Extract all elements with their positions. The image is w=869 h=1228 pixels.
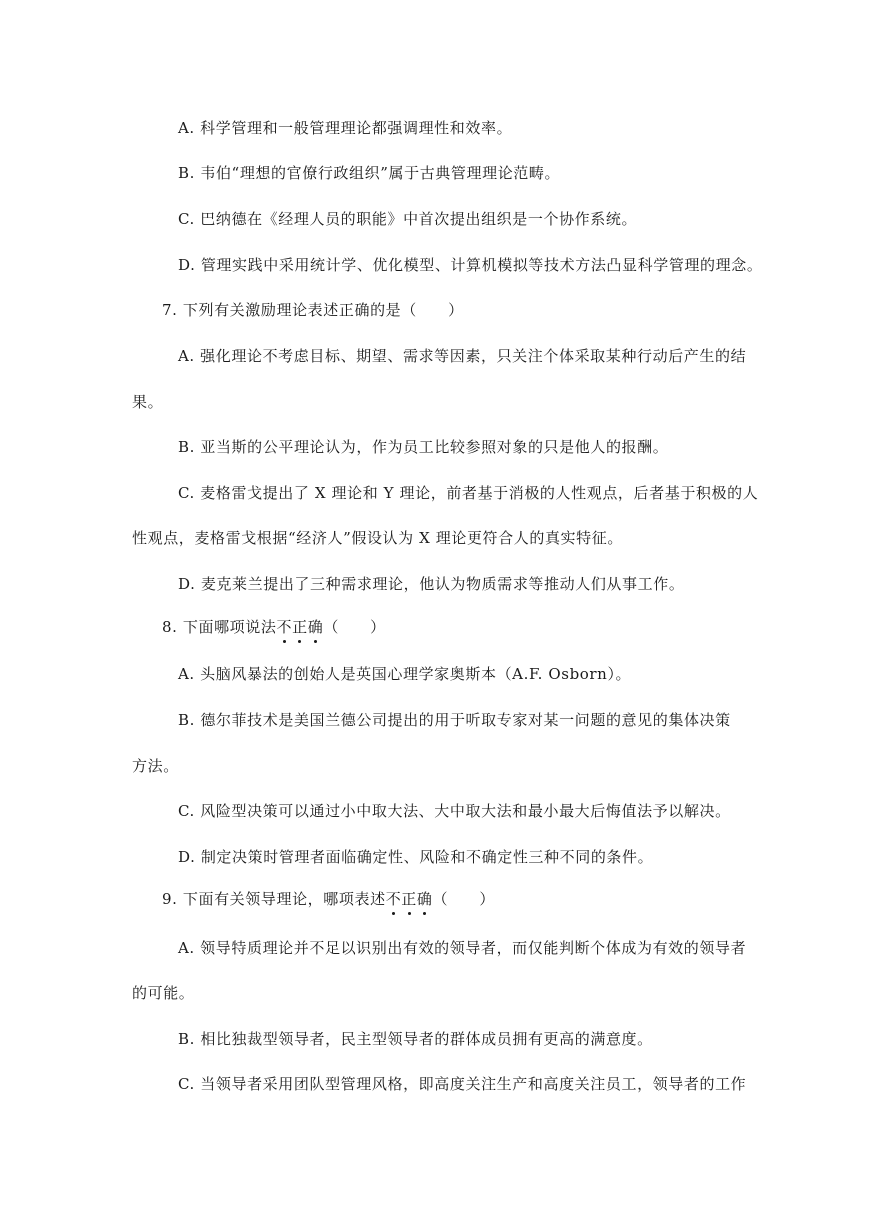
emphasis-char: 不 [385,890,402,908]
answer-blank: （ ） [323,618,386,636]
option-7a-line2: 果。 [132,393,164,411]
emphasis-char: 正 [401,890,417,908]
option-8c: C. 风险型决策可以通过小中取大法、大中取大法和最小最大后悔值法予以解决。 [178,802,731,820]
answer-blank: （ ） [432,890,495,908]
option-8b-line2: 方法。 [132,757,179,775]
option-6c: C. 巴纳德在《经理人员的职能》中首次提出组织是一个协作系统。 [178,210,638,228]
question-8 [162,617,386,637]
option-9a-line2: 的可能。 [132,984,195,1002]
option-7a-line1: A. 强化理论不考虑目标、期望、需求等因素，只关注个体采取某种行动后产生的结 [178,347,747,365]
question-8-text: 8. 下面哪项说法 [162,618,277,636]
option-8d: D. 制定决策时管理者面临确定性、风险和不确定性三种不同的条件。 [178,848,654,866]
option-6b: B. 韦伯“理想的官僚行政组织”属于古典管理理论范畴。 [178,164,561,182]
option-6a: A. 科学管理和一般管理理论都强调理性和效率。 [178,119,513,137]
emphasis-char: 不 [276,618,293,636]
option-7d: D. 麦克莱兰提出了三种需求理论，他认为物质需求等推动人们从事工作。 [178,575,685,593]
option-8b-line1: B. 德尔菲技术是美国兰德公司提出的用于听取专家对某一问题的意见的集体决策 [178,711,731,729]
option-9c-line1: C. 当领导者采用团队型管理风格，即高度关注生产和高度关注员工，领导者的工作 [178,1075,747,1093]
question-9 [162,889,495,909]
option-8a: A. 头脑风暴法的创始人是英国心理学家奥斯本（A.F. Osborn）。 [178,665,632,683]
option-7c-line2: 性观点，麦格雷戈根据“经济人”假设认为 X 理论更符合人的真实特征。 [132,529,623,547]
emphasis-char: 正 [292,618,308,636]
option-6d: D. 管理实践中采用统计学、优化模型、计算机模拟等技术方法凸显科学管理的理念。 [178,256,763,274]
option-9a-line1: A. 领导特质理论并不足以识别出有效的领导者，而仅能判断个体成为有效的领导者 [178,939,747,957]
question-7: 7. 下列有关激励理论表述正确的是（ ） [162,301,464,319]
emphasis-char: 确 [416,890,433,908]
option-7b: B. 亚当斯的公平理论认为，作为员工比较参照对象的只是他人的报酬。 [178,438,669,456]
option-9b: B. 相比独裁型领导者，民主型领导者的群体成员拥有更高的满意度。 [178,1030,653,1048]
question-9-text: 9. 下面有关领导理论，哪项表述 [162,890,386,908]
option-7c-line1: C. 麦格雷戈提出了 X 理论和 Y 理论，前者基于消极的人性观点，后者基于积极的人 [178,484,759,502]
emphasis-char: 确 [307,618,324,636]
